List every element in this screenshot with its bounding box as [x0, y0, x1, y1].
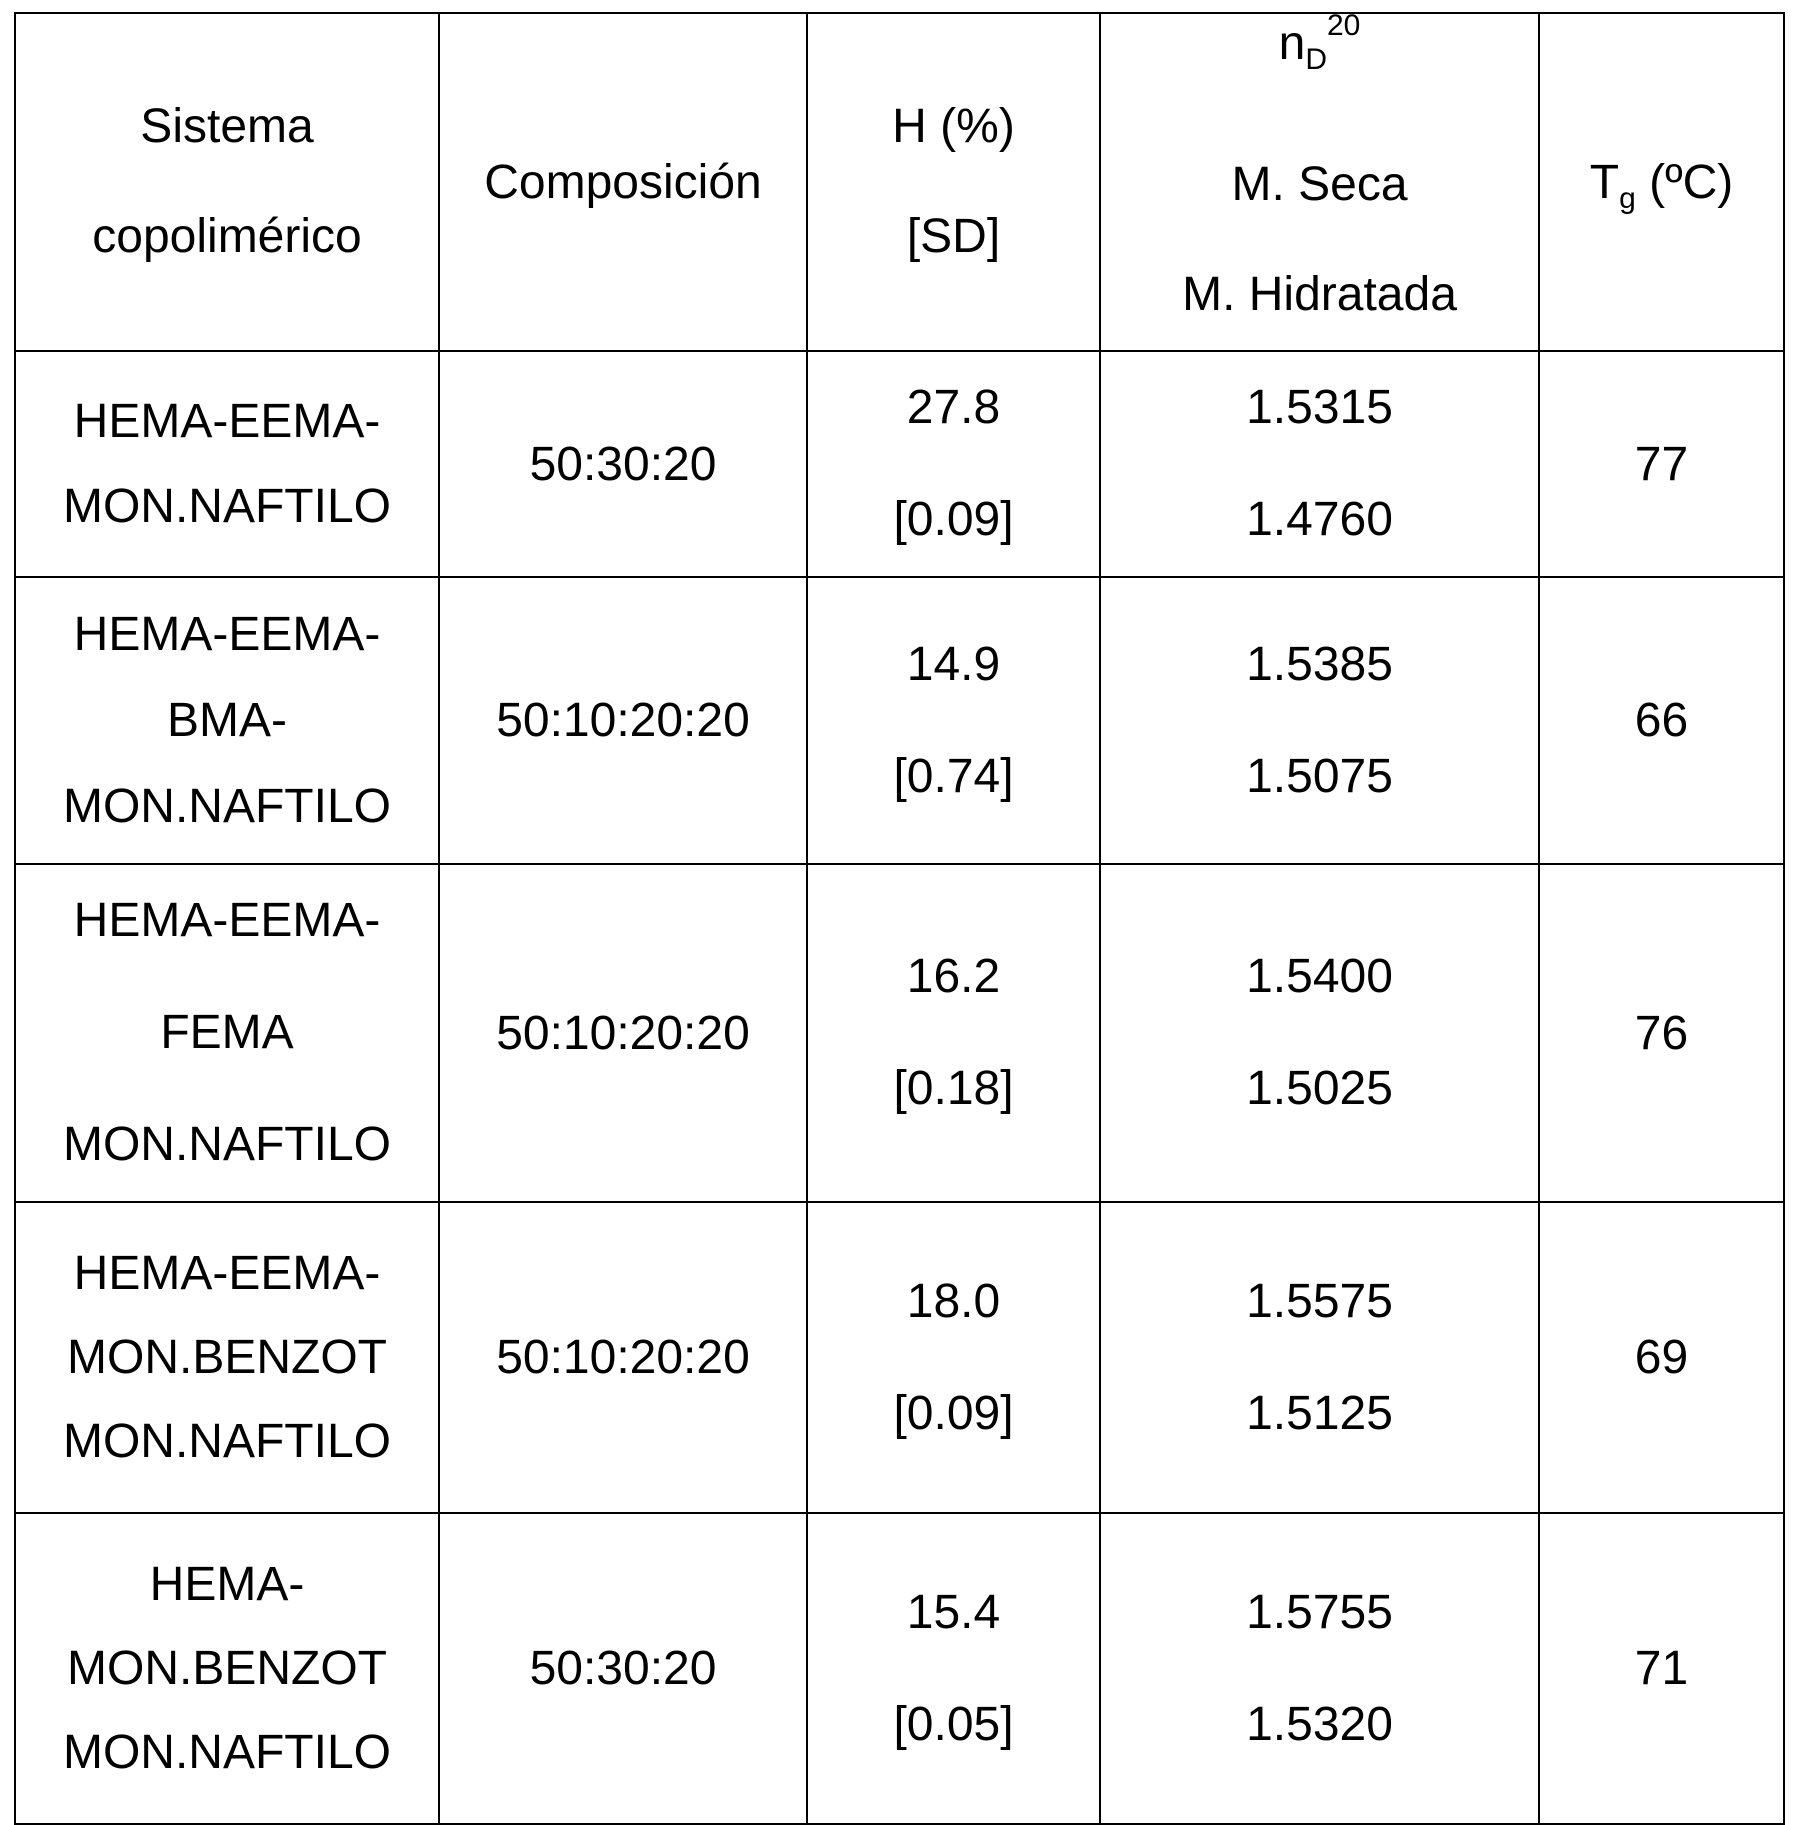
cell-hydration: [807, 351, 1100, 577]
table-row: [15, 577, 1784, 864]
tg-subscript: g: [1619, 181, 1636, 215]
system-line: HEMA-EEMA-: [73, 894, 381, 947]
system-line: MON.NAFTILO: [62, 779, 391, 833]
hydration-sd: [0.09]: [893, 1386, 1014, 1440]
refractive-index-subscript: D: [1305, 43, 1327, 76]
composition-value: 50:10:20:20: [496, 1006, 750, 1060]
system-line: MON.NAFTILO: [62, 480, 391, 533]
cell-refractive-index: [1100, 1513, 1539, 1824]
header-hydration: [807, 13, 1100, 351]
header-system: [15, 13, 439, 351]
copolymer-table: [14, 12, 1785, 1825]
header-system-line-1: Sistema: [140, 100, 314, 153]
hydration-value: 16.2: [906, 950, 1001, 1003]
system-line: MON.BENZOT: [67, 1330, 387, 1384]
header-composition-label: Composición: [484, 155, 762, 209]
cell-tg: [1539, 864, 1784, 1202]
system-line: MON.NAFTILO: [62, 1118, 391, 1171]
nd-dry-value: 1.5385: [1246, 637, 1393, 691]
header-row: [15, 13, 1784, 351]
nd-dry-value: 1.5400: [1246, 950, 1393, 1003]
system-line: HEMA-: [149, 1557, 305, 1611]
hydration-value: 18.0: [906, 1274, 1001, 1328]
cell-hydration: [807, 864, 1100, 1202]
tg-value: 66: [1634, 694, 1689, 747]
system-line: HEMA-EEMA-: [73, 1246, 381, 1300]
cell-refractive-index: [1100, 864, 1539, 1202]
nd-dry-value: 1.5315: [1246, 381, 1393, 434]
table-row: [15, 351, 1784, 577]
tg-value: 71: [1634, 1642, 1689, 1695]
tg-unit: (ºC): [1635, 155, 1734, 209]
header-hydration-line-1: H (%): [892, 100, 1015, 153]
composition-value: 50:10:20:20: [496, 694, 750, 747]
cell-refractive-index: [1100, 1202, 1539, 1513]
cell-system: [15, 577, 439, 864]
cell-hydration: [807, 1513, 1100, 1824]
refractive-index-superscript: 20: [1327, 13, 1361, 42]
cell-refractive-index: [1100, 351, 1539, 577]
nd-dry-value: 1.5755: [1246, 1585, 1393, 1639]
cell-system: [15, 351, 439, 577]
table-row: [15, 1202, 1784, 1513]
tg-value: 69: [1634, 1331, 1689, 1384]
refractive-index-n: n: [1278, 17, 1306, 70]
hydration-sd: [0.18]: [893, 1062, 1014, 1115]
cell-composition: [439, 864, 807, 1202]
system-line: BMA-: [167, 693, 287, 747]
cell-hydration: [807, 1202, 1100, 1513]
system-line: HEMA-EEMA-: [73, 607, 381, 661]
hydration-sd: [0.05]: [893, 1697, 1014, 1751]
cell-composition: [439, 577, 807, 864]
hydration-value: 14.9: [906, 637, 1001, 691]
header-hydration-line-2: [SD]: [906, 210, 1001, 263]
cell-system: [15, 1202, 439, 1513]
cell-system: [15, 864, 439, 1202]
cell-composition: [439, 1202, 807, 1513]
hydration-sd: [0.09]: [893, 493, 1014, 546]
system-line: MON.NAFTILO: [62, 1725, 391, 1779]
system-line: MON.BENZOT: [67, 1641, 387, 1695]
tg-symbol: T: [1589, 155, 1620, 209]
cell-composition: [439, 351, 807, 577]
header-composition: [439, 13, 807, 351]
nd-hydrated-value: 1.5125: [1246, 1386, 1393, 1440]
composition-value: 50:30:20: [529, 437, 717, 491]
nd-hydrated-value: 1.5320: [1246, 1697, 1393, 1751]
cell-tg: [1539, 577, 1784, 864]
cell-hydration: [807, 577, 1100, 864]
nd-hydrated-value: 1.4760: [1246, 493, 1393, 546]
refractive-index-symbol: [1279, 14, 1361, 80]
tg-value: 76: [1634, 1006, 1689, 1060]
cell-composition: [439, 1513, 807, 1824]
header-system-line-2: copolimérico: [92, 210, 362, 263]
tg-label: [1589, 155, 1734, 215]
nd-dry-value: 1.5575: [1246, 1274, 1393, 1328]
cell-tg: [1539, 1202, 1784, 1513]
header-refractive-dry: M. Seca: [1231, 158, 1408, 211]
composition-value: 50:30:20: [529, 1642, 717, 1695]
composition-value: 50:10:20:20: [496, 1331, 750, 1384]
cell-tg: [1539, 1513, 1784, 1824]
header-refractive-index: [1100, 13, 1539, 351]
table-row: [15, 864, 1784, 1202]
system-line: MON.NAFTILO: [62, 1414, 391, 1468]
cell-system: [15, 1513, 439, 1824]
hydration-value: 27.8: [906, 381, 1001, 434]
system-line: FEMA: [160, 1006, 294, 1059]
header-refractive-hydrated: M. Hidratada: [1182, 268, 1457, 321]
header-tg: [1539, 13, 1784, 351]
nd-hydrated-value: 1.5025: [1246, 1062, 1393, 1115]
nd-hydrated-value: 1.5075: [1246, 749, 1393, 803]
system-line: HEMA-EEMA-: [73, 395, 381, 448]
cell-tg: [1539, 351, 1784, 577]
tg-value: 77: [1634, 437, 1689, 491]
hydration-value: 15.4: [906, 1585, 1001, 1639]
cell-refractive-index: [1100, 577, 1539, 864]
table-row: [15, 1513, 1784, 1824]
hydration-sd: [0.74]: [893, 749, 1014, 803]
